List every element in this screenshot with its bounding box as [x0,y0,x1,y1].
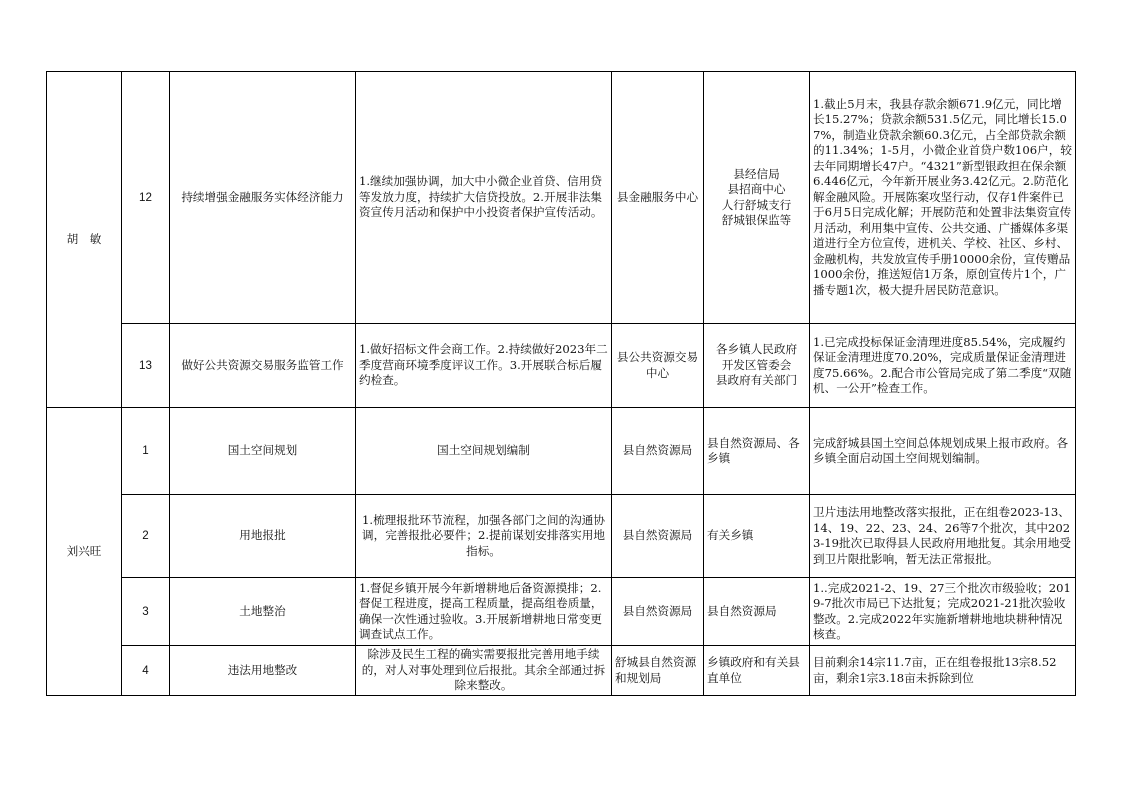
row-number: 13 [122,324,170,408]
cooperating-units: 有关乡镇 [704,495,810,578]
table-row [47,324,1076,408]
lead-unit: 舒城县自然资源和规划局 [612,646,704,696]
task-name: 用地报批 [170,495,356,578]
lead-unit: 县自然资源局 [612,578,704,646]
lead-unit: 县公共资源交易中心 [612,324,704,408]
progress-text: 目前剩余14宗11.7亩，正在组卷报批13宗8.52亩，剩余1宗3.18亩未拆除到位 [810,646,1076,696]
task-name: 国土空间规划 [170,408,356,495]
cooperating-units: 乡镇政府和有关县直单位 [704,646,810,696]
table-row [47,72,1076,324]
task-measures: 1.梳理报批环节流程，加强各部门之间的沟通协调，完善报批必要件；2.提前谋划安排落实用地指标。 [356,495,612,578]
cooperating-units: 县自然资源局、各乡镇 [704,408,810,495]
row-number: 2 [122,495,170,578]
table-row [47,646,1076,696]
task-measures: 1.督促乡镇开展今年新增耕地后备资源摸排；2.督促工程进度，提高工程质量，提高组卷质量，确保一次性通过验收。3.开展新增耕地日常变更调查试点工作。 [356,578,612,646]
task-measures: 1.做好招标文件会商工作。2.持续做好2023年二季度营商环境季度评议工作。3.开展联合标后履约检查。 [356,324,612,408]
table-row [47,408,1076,495]
lead-unit: 县金融服务中心 [612,72,704,324]
person-name: 刘兴旺 [47,408,122,696]
task-name: 违法用地整改 [170,646,356,696]
row-number: 1 [122,408,170,495]
progress-text: 1.截止5月末，我县存款余额671.9亿元，同比增长15.27%；贷款余额531.5亿元，同比增长15.07%，制造业贷款余额60.3亿元，占全部贷款余额的11.34%；1-5月，小微企业首贷户数106户，较去年同期增长47户。“4321”新型银政担在保余额6.446亿元，今年新开展业务3.42亿元。2.防范化解金融风险。开展陈案攻坚行动，仅存1件案件已于6月5日完成化解；开展防范和处置非法集资宣传月活动，利用集中宣传、公共交通、广播媒体多渠道进行全方位宣传，进机关、学校、社区、乡村、金融机构，共发放宣传手册10000余份，宣传赠品1000余份，推送短信1万条，原创宣传片1个，广播专题1次，极大提升居民防范意识。 [810,72,1076,324]
progress-text: 卫片违法用地整改落实报批，正在组卷2023-13、14、19、22、23、24、26等7个批次，其中2023-19批次已取得县人民政府用地批复。其余用地受到卫片限批影响，暂无法正常报批。 [810,495,1076,578]
progress-text: 完成舒城县国土空间总体规划成果上报市政府。各乡镇全面启动国土空间规划编制。 [810,408,1076,495]
task-name: 做好公共资源交易服务监管工作 [170,324,356,408]
task-name: 持续增强金融服务实体经济能力 [170,72,356,324]
work-progress-table [46,71,1076,696]
progress-text: 1.已完成投标保证金清理进度85.54%，完成履约保证金清理进度70.20%，完成质量保证金清理进度75.66%。2.配合市公管局完成了第二季度“双随机、一公开”检查工作。 [810,324,1076,408]
task-measures: 除涉及民生工程的确实需要报批完善用地手续的，对人对事处理到位后报批。其余全部通过拆除来整改。 [356,646,612,696]
task-name: 土地整治 [170,578,356,646]
progress-text: 1..完成2021-2、19、27三个批次市级验收；2019-7批次市局已下达批复；完成2021-21批次验收整改。2.完成2022年实施新增耕地地块耕种情况核查。 [810,578,1076,646]
row-number: 4 [122,646,170,696]
cooperating-units: 县自然资源局 [704,578,810,646]
cooperating-units: 各乡镇人民政府 开发区管委会 县政府有关部门 [704,324,810,408]
person-name: 胡 敏 [47,72,122,408]
lead-unit: 县自然资源局 [612,408,704,495]
cooperating-units: 县经信局 县招商中心 人行舒城支行 舒城银保监等 [704,72,810,324]
lead-unit: 县自然资源局 [612,495,704,578]
task-measures: 1.继续加强协调，加大中小微企业首贷、信用贷等发放力度，持续扩大信贷投放。2.开展非法集资宣传月活动和保护中小投资者保护宣传活动。 [356,72,612,324]
row-number: 3 [122,578,170,646]
task-measures: 国土空间规划编制 [356,408,612,495]
table-row [47,578,1076,646]
row-number: 12 [122,72,170,324]
table-row [47,495,1076,578]
